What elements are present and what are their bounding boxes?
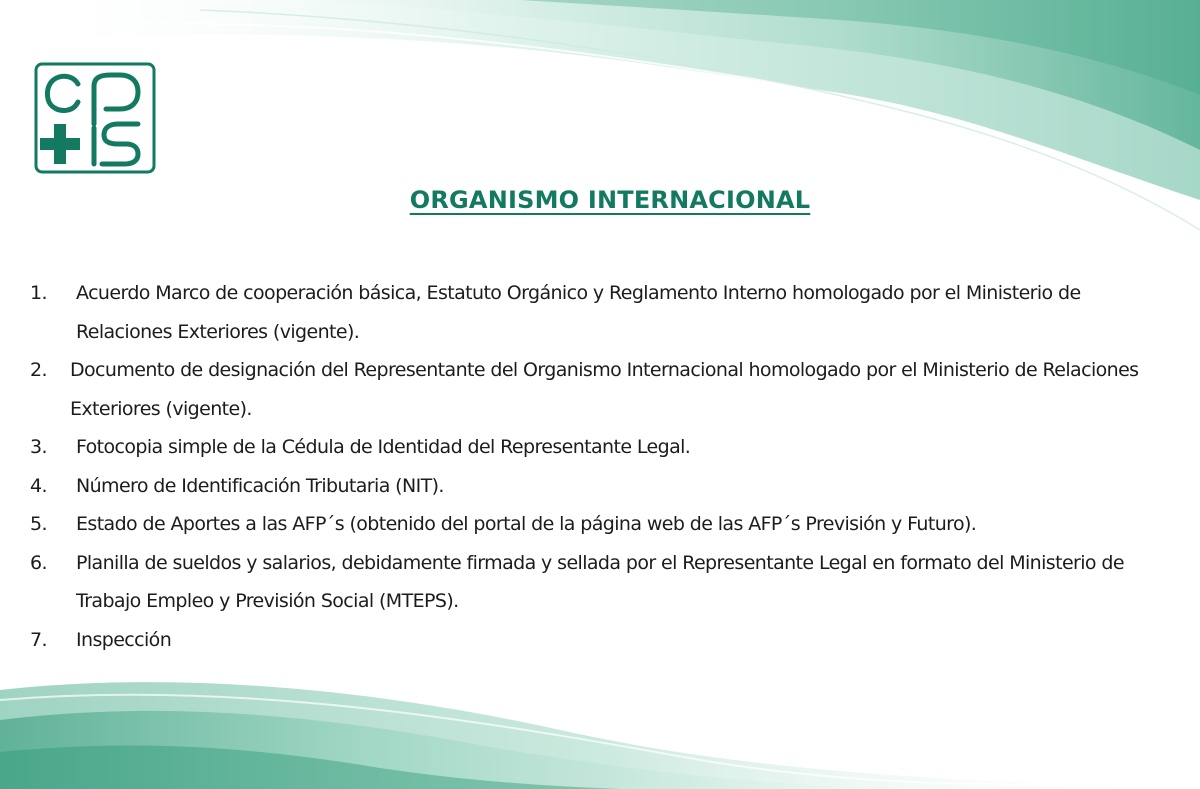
list-item bbox=[30, 505, 1170, 544]
item-number: 1. bbox=[30, 282, 47, 304]
list-item bbox=[30, 274, 1170, 351]
requirements-list bbox=[30, 274, 1170, 659]
cpps-logo bbox=[34, 62, 156, 174]
list-item bbox=[30, 544, 1170, 621]
list-item bbox=[30, 467, 1170, 506]
item-text: Documento de designación del Representante del Organismo Internacional homologado por el Ministerio de Relaciones Exteriores (vigente). bbox=[70, 359, 1139, 420]
item-number: 6. bbox=[30, 551, 47, 574]
item-text: Fotocopia simple de la Cédula de Identidad del Representante Legal. bbox=[76, 436, 691, 458]
list-item bbox=[30, 351, 1170, 428]
page-title: ORGANISMO INTERNACIONAL bbox=[409, 186, 811, 214]
item-number: 4. bbox=[30, 474, 47, 497]
item-number: 3. bbox=[30, 436, 47, 458]
list-item bbox=[30, 428, 1170, 467]
item-text: Planilla de sueldos y salarios, debidamente firmada y sellada por el Representante Legal en formato del Ministerio de Trabajo Empleo y Previsión Social (MTEPS). bbox=[76, 551, 1124, 612]
list-item bbox=[30, 621, 1170, 660]
item-number: 5. bbox=[30, 513, 47, 535]
item-number: 2. bbox=[30, 359, 47, 381]
item-text: Inspección bbox=[76, 628, 172, 651]
item-number: 7. bbox=[30, 628, 47, 651]
item-text: Acuerdo Marco de cooperación básica, Estatuto Orgánico y Reglamento Interno homologado por el Ministerio de Relaciones Exteriores (vigente). bbox=[76, 282, 1081, 343]
item-text: Estado de Aportes a las AFP´s (obtenido del portal de la página web de las AFP´s Previsión y Futuro). bbox=[76, 513, 977, 535]
item-text: Número de Identificación Tributaria (NIT). bbox=[76, 474, 444, 497]
